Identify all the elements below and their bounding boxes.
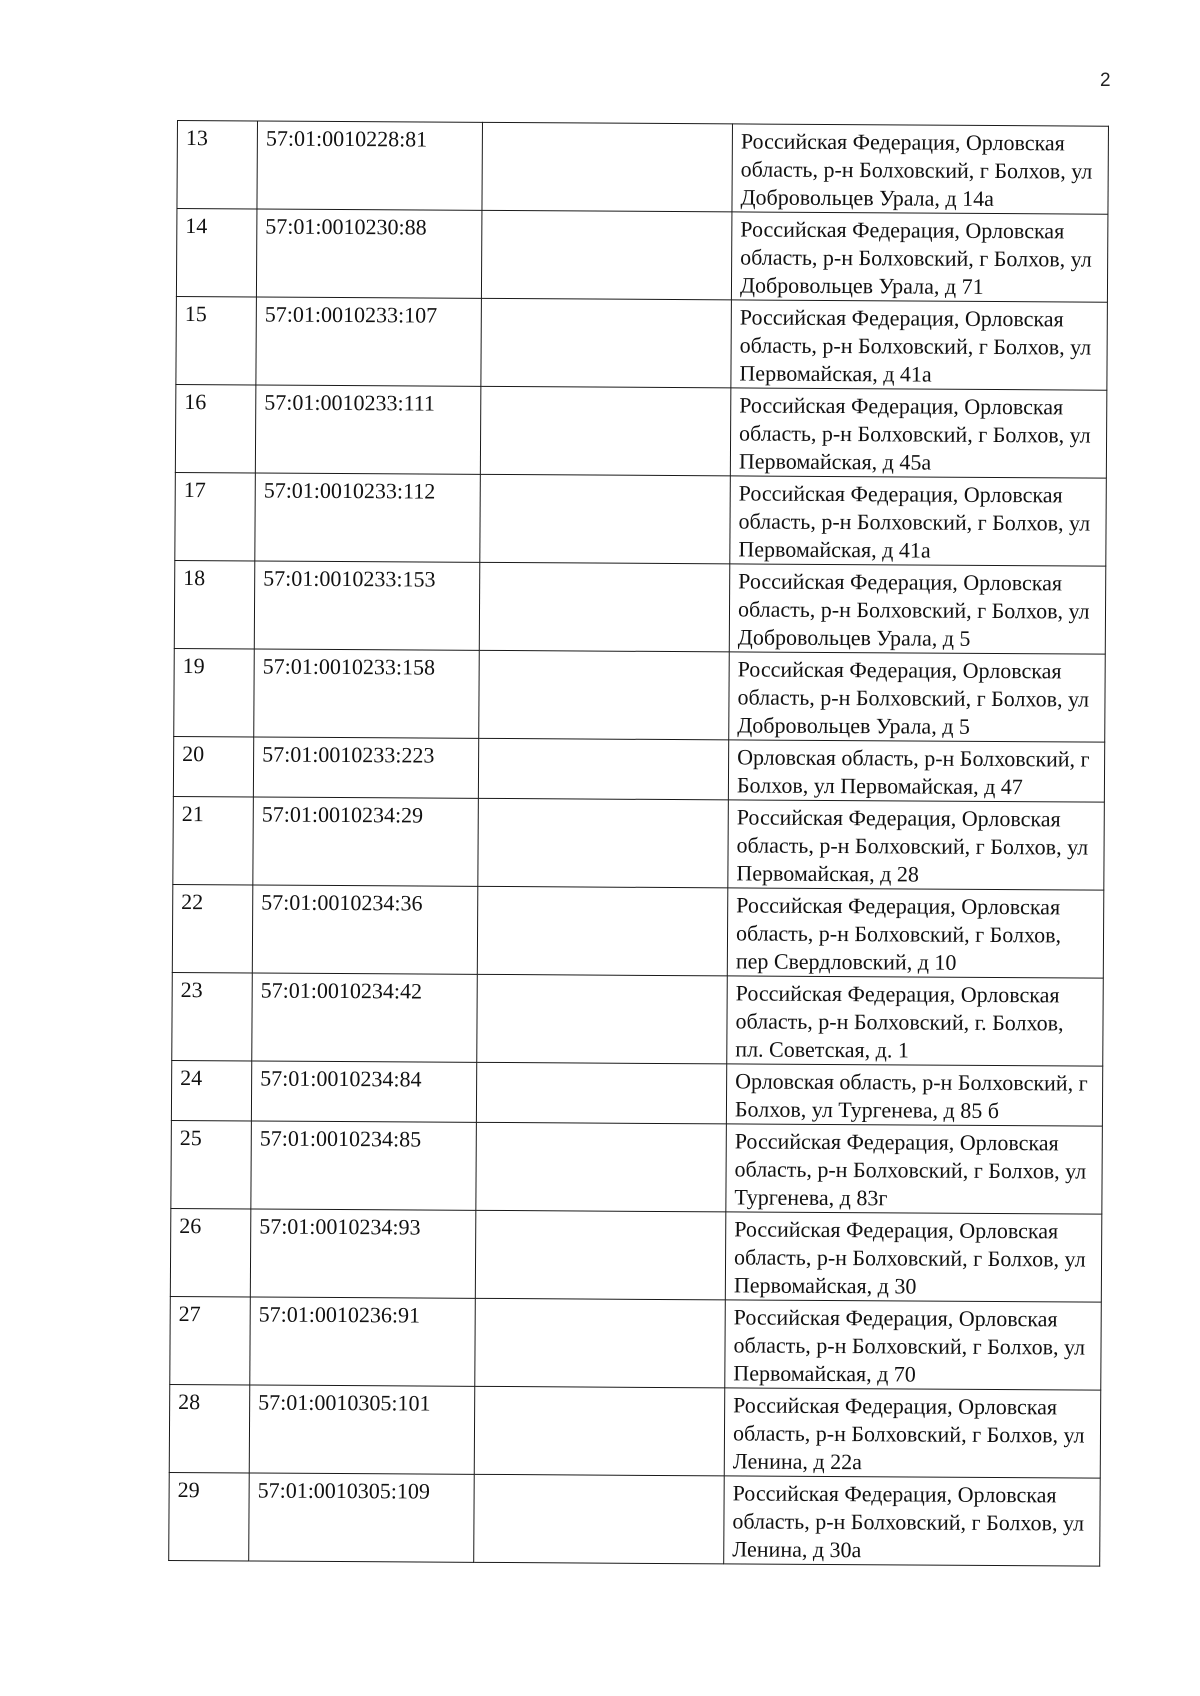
row-number: 21: [173, 796, 254, 884]
address-cell: Российская Федерация, Орловская область, р-н Болховский, г Болхов, ул Добровольцев Урала, д 5: [729, 652, 1106, 742]
address-cell: Российская Федерация, Орловская область, р-н Болховский, г Болхов, ул Первомайская, д 30: [725, 1212, 1102, 1302]
empty-cell: [477, 974, 728, 1064]
empty-cell: [478, 798, 729, 888]
cadastral-number: 57:01:0010305:109: [249, 1473, 475, 1562]
address-cell: Российская Федерация, Орловская область, р-н Болховский, г Болхов, ул Ленина, д 22а: [724, 1388, 1101, 1478]
table-row: [174, 560, 1106, 654]
row-number: 17: [175, 472, 256, 560]
cadastral-number: 57:01:0010236:91: [250, 1297, 476, 1386]
table-row: [169, 1472, 1101, 1566]
address-cell: Орловская область, р-н Болховский, г Болхов, ул Тургенева, д 85 б: [726, 1064, 1102, 1126]
address-cell: Российская Федерация, Орловская область, р-н Болховский, г Болхов, ул Тургенева, д 83г: [726, 1124, 1103, 1214]
table-row: [174, 648, 1106, 742]
row-number: 22: [172, 884, 253, 972]
cadastral-number: 57:01:0010228:81: [257, 121, 483, 210]
cadastral-number: 57:01:0010233:158: [254, 649, 480, 738]
row-number: 26: [170, 1208, 251, 1296]
cadastral-number: 57:01:0010233:107: [256, 297, 482, 386]
empty-cell: [482, 122, 733, 212]
cadastral-number: 57:01:0010305:101: [249, 1385, 475, 1474]
cadastral-number: 57:01:0010233:111: [255, 385, 481, 474]
row-number: 29: [169, 1472, 250, 1560]
row-number: 16: [175, 384, 256, 472]
row-number: 24: [171, 1060, 251, 1120]
row-number: 13: [177, 121, 258, 209]
empty-cell: [476, 1062, 726, 1124]
row-number: 20: [173, 736, 253, 796]
table-row: [176, 209, 1108, 303]
row-number: 25: [171, 1120, 252, 1208]
table-row: [177, 121, 1109, 215]
table-row: [172, 884, 1104, 978]
empty-cell: [476, 1122, 727, 1212]
row-number: 23: [172, 972, 253, 1060]
address-cell: Российская Федерация, Орловская область, р-н Болховский, г Болхов, ул Первомайская, д 45а: [730, 388, 1107, 478]
empty-cell: [479, 650, 730, 740]
address-cell: Орловская область, р-н Болховский, г Болхов, ул Первомайская, д 47: [728, 740, 1104, 802]
page-number: 2: [1100, 70, 1111, 91]
empty-cell: [480, 386, 731, 476]
row-number: 27: [170, 1296, 251, 1384]
table-row: [172, 972, 1104, 1066]
cadastral-number: 57:01:0010233:112: [255, 473, 481, 562]
empty-cell: [474, 1386, 725, 1476]
address-cell: Российская Федерация, Орловская область, р-н Болховский, г Болхов, ул Первомайская, д 41а: [730, 476, 1107, 566]
empty-cell: [480, 474, 731, 564]
cadastral-number: 57:01:0010233:223: [253, 737, 478, 798]
table-row: [175, 384, 1107, 478]
table-row: [171, 1060, 1102, 1126]
table-row: [170, 1296, 1102, 1390]
address-cell: Российская Федерация, Орловская область, р-н Болховский, г Болхов, пер Свердловский, д 10: [727, 888, 1104, 978]
address-cell: Российская Федерация, Орловская область, р-н Болховский, г Болхов, ул Первомайская, д 41а: [731, 300, 1108, 390]
empty-cell: [475, 1210, 726, 1300]
cadastral-number: 57:01:0010230:88: [256, 209, 482, 298]
row-number: 19: [174, 648, 255, 736]
row-number: 15: [176, 296, 257, 384]
cadastral-number: 57:01:0010234:29: [253, 797, 479, 886]
row-number: 28: [169, 1384, 250, 1472]
table-row: [173, 796, 1105, 890]
address-cell: Российская Федерация, Орловская область, р-н Болховский, г. Болхов, пл. Советская, д. 1: [727, 976, 1104, 1066]
table-row: [175, 472, 1107, 566]
empty-cell: [481, 298, 732, 388]
address-cell: Российская Федерация, Орловская область, р-н Болховский, г Болхов, ул Первомайская, д 28: [728, 800, 1105, 890]
cadastral-number: 57:01:0010234:93: [250, 1209, 476, 1298]
cadastral-number: 57:01:0010233:153: [254, 561, 480, 650]
address-cell: Российская Федерация, Орловская область, р-н Болховский, г Болхов, ул Добровольцев Урала, д 71: [731, 212, 1108, 302]
cadastral-number: 57:01:0010234:84: [251, 1061, 476, 1122]
address-cell: Российская Федерация, Орловская область, р-н Болховский, г Болхов, ул Ленина, д 30а: [724, 1476, 1101, 1566]
table-row: [169, 1384, 1101, 1478]
empty-cell: [474, 1474, 725, 1564]
table-row: [170, 1208, 1102, 1302]
address-cell: Российская Федерация, Орловская область, р-н Болховский, г Болхов, ул Первомайская, д 70: [725, 1300, 1102, 1390]
table-row: [171, 1120, 1103, 1214]
address-cell: Российская Федерация, Орловская область, р-н Болховский, г Болхов, ул Добровольцев Урала, д 5: [729, 564, 1106, 654]
cadastral-number: 57:01:0010234:85: [251, 1121, 477, 1210]
empty-cell: [479, 562, 730, 652]
empty-cell: [477, 886, 728, 976]
empty-cell: [478, 738, 728, 800]
address-cell: Российская Федерация, Орловская область, р-н Болховский, г Болхов, ул Добровольцев Урала, д 14а: [732, 124, 1109, 214]
cadastral-number: 57:01:0010234:36: [252, 885, 478, 974]
table-row: [176, 296, 1108, 390]
row-number: 14: [176, 209, 257, 297]
row-number: 18: [174, 560, 255, 648]
empty-cell: [475, 1298, 726, 1388]
cadastral-number: 57:01:0010234:42: [252, 973, 478, 1062]
empty-cell: [481, 210, 732, 300]
table-row: [173, 736, 1104, 802]
property-register-table: [168, 120, 1109, 1567]
